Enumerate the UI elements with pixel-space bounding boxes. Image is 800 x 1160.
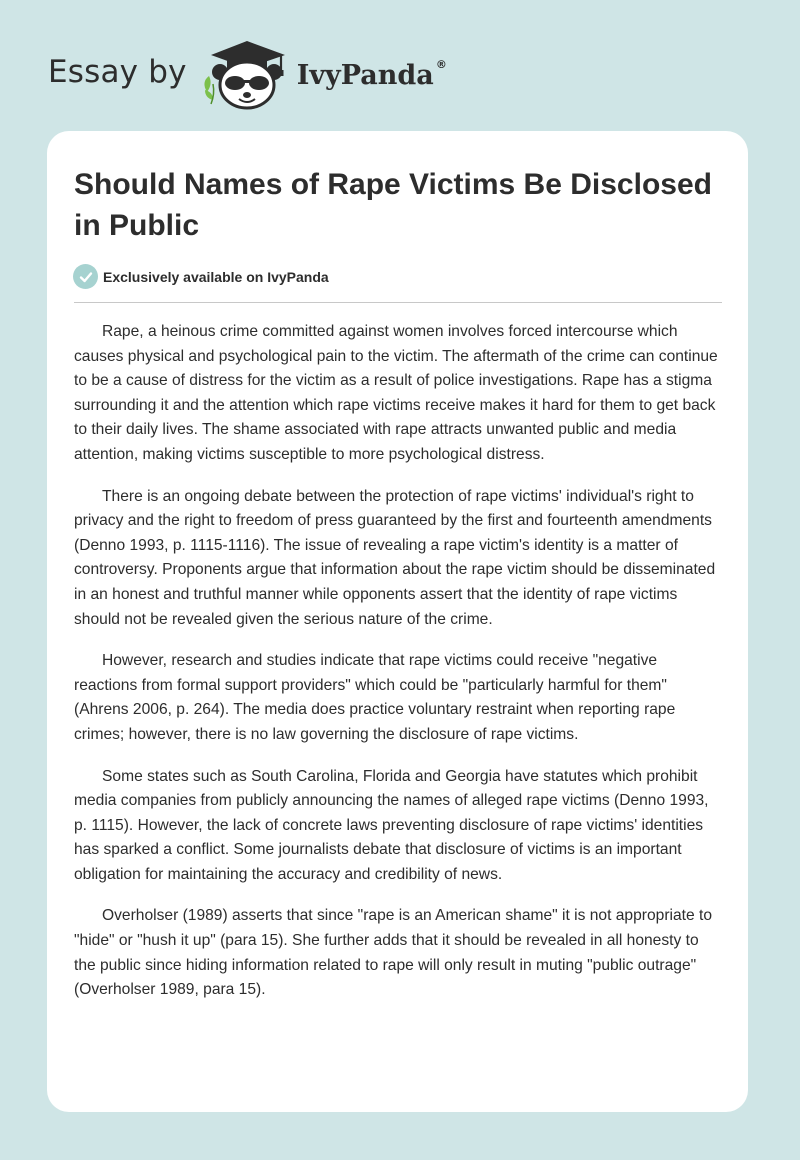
exclusive-label: Exclusively available on IvyPanda bbox=[103, 268, 329, 285]
essay-paragraph: Overholser (1989) asserts that since "rape is an American shame" it is not appropriate to "hide" or "hush it up" (para 15). She further adds that it should be revealed in all honesty to the public since hiding information related to rape will only result in muting "public outrage"(Overholser 1989, para 15). bbox=[74, 907, 712, 999]
site-header bbox=[48, 36, 447, 114]
essay-body bbox=[74, 320, 724, 1020]
panda-graduate-logo-icon[interactable] bbox=[201, 38, 293, 112]
brand-name[interactable] bbox=[296, 57, 447, 91]
essay-card bbox=[47, 131, 748, 1112]
essay-paragraph: Some states such as South Carolina, Florida and Georgia have statutes which prohibit media companies from publicly announcing the names of alleged rape victims (Denno 1993, p. 1115). However, the lack of concrete laws preventing disclosure of rape victims' identities has sparked a conflict. Some journalists debate that disclosure of victims is an important obligation for maintaining the accuracy and credibility of news. bbox=[74, 767, 709, 883]
registered-mark: ® bbox=[435, 57, 447, 71]
brand-name-text: IvyPanda bbox=[296, 59, 434, 91]
divider bbox=[74, 302, 722, 303]
exclusive-badge bbox=[73, 264, 329, 289]
checkmark-icon bbox=[79, 270, 93, 284]
essay-paragraph: Rape, a heinous crime committed against women involves forced intercourse which causes physical and psychological pain to the victim. The aftermath of the crime can continue to be a cause of distress for the victim as a result of police investigations. Rape has a stigma surrounding it and the attention which rape victims receive makes it hard for them to get back to their daily lives. The shame associated with rape attracts unwanted public and media attention, making victims susceptible to more psychological distress. bbox=[74, 323, 718, 463]
checkmark-circle-icon bbox=[73, 264, 98, 289]
essay-paragraph: There is an ongoing debate between the protection of rape victims' individual's right to privacy and the right to freedom of press guaranteed by the first and fourteenth amendments (Denno 1993, p. 1115-1116). The issue of revealing a rape victim's identity is a matter of controversy. Proponents argue that information about the rape victim should be disseminated in an honest and truthful manner while opponents assert that the identity of rape victims should not be revealed given the serious nature of the crime. bbox=[74, 487, 716, 628]
essay-paragraph: However, research and studies indicate that rape victims could receive "negative reactions from formal support providers" which could be "particularly harmful for them" (Ahrens 2006, p. 264). The media does practice voluntary restraint when reporting rape crimes; however, there is no law governing the disclosure of rape victims. bbox=[74, 652, 676, 743]
essay-by-label: Essay by bbox=[48, 54, 187, 90]
essay-title: Should Names of Rape Victims Be Disclosed in Public bbox=[74, 168, 712, 242]
